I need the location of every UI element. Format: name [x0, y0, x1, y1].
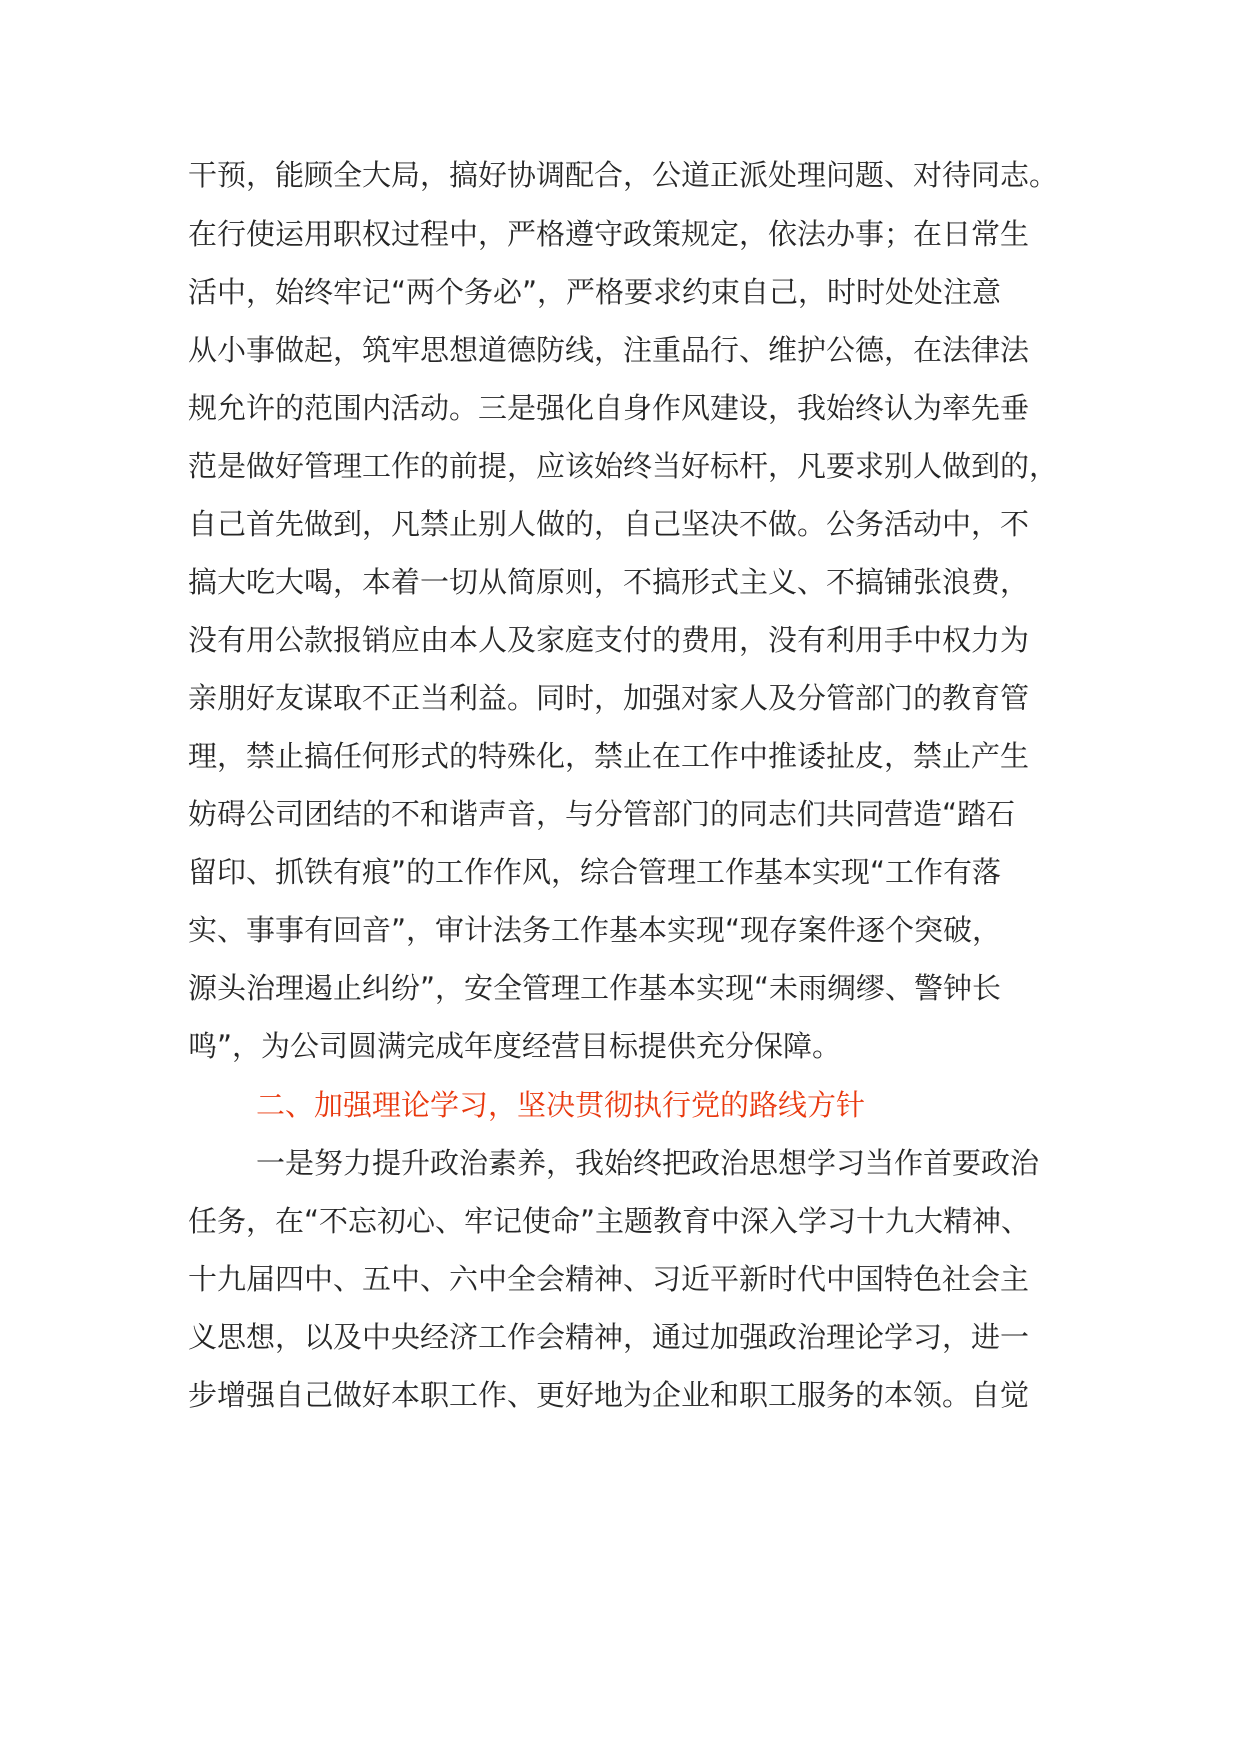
paragraph-line: 从小事做起，筑牢思想道德防线，注重品行、维护公德，在法律法: [188, 333, 1030, 367]
paragraph-line: 妨碍公司团结的不和谐声音，与分管部门的同志们共同营造“踏石: [188, 797, 1016, 831]
paragraph-line: 自己首先做到，凡禁止别人做的，自己坚决不做。公务活动中，不: [188, 507, 1030, 541]
paragraph-line: 干预，能顾全大局，搞好协调配合，公道正派处理问题、对待同志。: [188, 158, 1059, 192]
paragraph-line: 理，禁止搞任何形式的特殊化，禁止在工作中推诿扯皮，禁止产生: [188, 739, 1030, 773]
paragraph-line: 义思想，以及中央经济工作会精神，通过加强政治理论学习，进一: [188, 1320, 1030, 1354]
paragraph-line: 鸣”，为公司圆满完成年度经营目标提供充分保障。: [188, 1029, 842, 1063]
section-heading: 二、加强理论学习，坚决贯彻执行党的路线方针: [256, 1088, 866, 1122]
paragraph-line: 在行使运用职权过程中，严格遵守政策规定，依法办事；在日常生: [188, 217, 1030, 251]
paragraph-line: 亲朋好友谋取不正当利益。同时，加强对家人及分管部门的教育管: [188, 681, 1030, 715]
paragraph-line: 任务，在“不忘初心、牢记使命”主题教育中深入学习十九大精神、: [188, 1204, 1031, 1238]
paragraph-line: 步增强自己做好本职工作、更好地为企业和职工服务的本领。自觉: [188, 1378, 1030, 1412]
paragraph-line: 活中，始终牢记“两个务必”，严格要求约束自己，时时处处注意: [188, 275, 1002, 309]
paragraph-line: 留印、抓铁有痕”的工作作风，综合管理工作基本实现“工作有落: [188, 855, 1002, 889]
paragraph-line: 范是做好管理工作的前提，应该始终当好标杆，凡要求别人做到的，: [188, 449, 1059, 483]
paragraph-line: 十九届四中、五中、六中全会精神、习近平新时代中国特色社会主: [188, 1262, 1030, 1296]
paragraph-line: 实、事事有回音”，审计法务工作基本实现“现存案件逐个突破，: [188, 913, 1002, 947]
paragraph-line: 源头治理遏止纠纷”，安全管理工作基本实现“未雨绸缪、警钟长: [188, 971, 1002, 1005]
paragraph-line: 没有用公款报销应由本人及家庭支付的费用，没有利用手中权力为: [188, 623, 1030, 657]
paragraph-line: 一是努力提升政治素养，我始终把政治思想学习当作首要政治: [256, 1146, 1040, 1180]
paragraph-line: 规允许的范围内活动。三是强化自身作风建设，我始终认为率先垂: [188, 391, 1030, 425]
paragraph-line: 搞大吃大喝，本着一切从简原则，不搞形式主义、不搞铺张浪费，: [188, 565, 1030, 599]
